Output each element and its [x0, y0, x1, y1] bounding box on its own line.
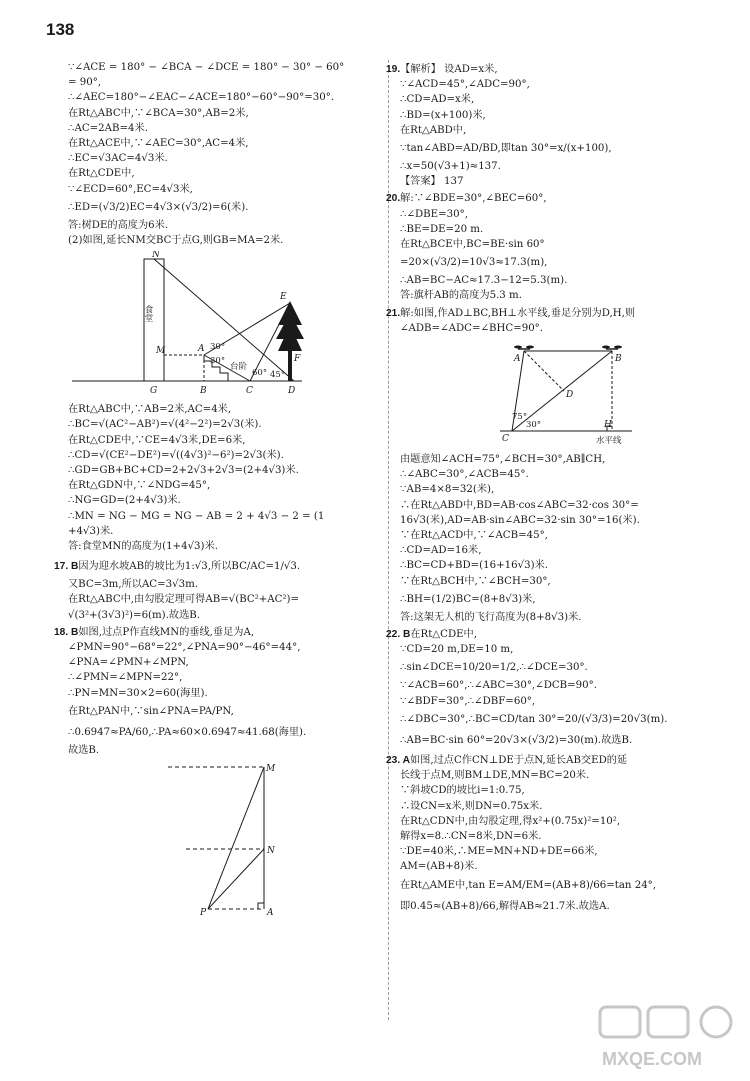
- question-number: 22. B: [386, 629, 411, 641]
- text-line: [400, 528, 722, 543]
- label-b3: B: [615, 354, 622, 365]
- text-content: ∵∠ACD=45°,∠ADC=90°,: [400, 79, 530, 91]
- text-content: 在Rt△CDE中,∵CE=4√3米,DE=6米,: [68, 434, 246, 446]
- text-line: [68, 417, 378, 432]
- text-line: [400, 273, 722, 288]
- text-content: 因为迎水坡AB的坡比为1:√3,所以BC/AC=1/√3.: [78, 561, 301, 573]
- text-content: ∴GD=GB+BC+CD=2+2√3+2√3=(2+4√3)米.: [68, 465, 299, 477]
- figure-building-tree: [68, 251, 308, 399]
- text-content: 在Rt△CDE中,: [410, 629, 477, 641]
- text-content: 在Rt△ABC中,∵∠BCA=30°,AB=2米,: [68, 107, 249, 119]
- text-line: [400, 642, 722, 657]
- text-line: [68, 166, 378, 181]
- text-content: ∵∠ECD=60°,EC=4√3米,: [68, 183, 193, 195]
- text-line: [68, 524, 378, 539]
- text-content: ∠PNA=∠PMN+∠MPN,: [68, 657, 189, 669]
- text-content: 在Rt△PAN中,∵sin∠PNA=PA/PN,: [68, 705, 234, 717]
- watermark-logo: [594, 1003, 744, 1073]
- text-line: [68, 640, 378, 655]
- text-line: [68, 509, 378, 524]
- steps-label: 台阶: [230, 362, 248, 373]
- text-content: 在Rt△CDN中,由勾股定理,得x²+(0.75x)²=10²,: [400, 815, 621, 827]
- text-content: ∴在Rt△ABD中,BD=AB·cos∠ABC=32·cos 30°=: [400, 499, 639, 511]
- text-line: [400, 768, 722, 783]
- text-line: [400, 92, 722, 107]
- text-line: [400, 498, 722, 513]
- text-content: ∴EC=√3AC=4√3米.: [68, 153, 168, 165]
- text-line: [400, 138, 722, 159]
- text-line: [54, 556, 378, 577]
- text-content: AM=(AB+8)米.: [400, 861, 478, 873]
- text-line: [400, 589, 722, 610]
- text-content: ∴∠DBE=30°,: [400, 208, 468, 220]
- text-line: [68, 701, 378, 722]
- drone-icon: [514, 346, 534, 350]
- text-content: ∴∠PMN=∠MPN=22°,: [68, 672, 183, 684]
- figure-ship-bearing: [68, 761, 308, 921]
- text-line: [68, 121, 378, 136]
- angle-4: 45°: [270, 370, 286, 381]
- text-content: 如图,过点P作直线MN的垂线,垂足为A,: [78, 626, 255, 638]
- text-content: ∴∠ABC=30°,∠ACB=45°.: [400, 469, 529, 481]
- text-line: [68, 743, 378, 758]
- left-column: [54, 60, 378, 924]
- text-content: ∵∠ACB=60°,∴∠ABC=30°,∠DCB=90°.: [400, 680, 597, 692]
- text-content: ∴0.6947≈PA/60,∴PA≈60×0.6947≈41.68(海里).: [68, 726, 307, 738]
- angle-75: 75°: [512, 412, 528, 423]
- text-line: [400, 482, 722, 497]
- text-line: [386, 627, 722, 642]
- text-content: 即0.45≈(AB+8)/66,解得AB≈21.7米.故选A.: [400, 900, 610, 912]
- text-content: ∴ED=(√3/2)EC=4√3×(√3/2)=6(米).: [68, 201, 249, 213]
- text-content: ∵在Rt△ACD中,∵∠ACB=45°,: [400, 530, 548, 542]
- text-line: [400, 678, 722, 693]
- text-content: ∵斜坡CD的坡比i=1:0.75,: [400, 785, 525, 797]
- text-line: [68, 655, 378, 670]
- label-p2: P: [200, 908, 207, 919]
- text-line: [400, 799, 722, 814]
- text-line: [400, 513, 722, 528]
- text-line: [68, 90, 378, 105]
- drone-icon: [602, 346, 622, 350]
- text-line: [400, 859, 722, 874]
- label-n2: N: [267, 846, 275, 857]
- text-content: 如图,过点C作CN⊥DE于点N,延长AB交ED的延: [409, 754, 628, 766]
- question-number: 19.: [386, 64, 401, 75]
- text-line: [400, 237, 722, 252]
- figure-drone: [400, 339, 640, 449]
- text-line: [386, 753, 722, 768]
- text-line: [400, 829, 722, 844]
- text-content: = 90°,: [68, 77, 102, 89]
- text-line: [68, 106, 378, 121]
- text-content: 答:食堂MN的高度为(1+4√3)米.: [68, 541, 218, 553]
- text-content: +4√3)米.: [68, 525, 114, 537]
- text-line: [400, 222, 722, 237]
- text-content: ∴AC=2AB=4米.: [68, 122, 148, 134]
- text-line: [400, 123, 722, 138]
- text-line: [68, 722, 378, 743]
- text-content: 【答案】 137: [400, 176, 464, 188]
- question-number: 20.: [386, 193, 401, 205]
- text-line: [400, 814, 722, 829]
- text-line: [400, 543, 722, 558]
- text-content: ∵DE=40米,∴ME=MN+ND+DE=66米,: [400, 846, 598, 858]
- text-line: [400, 875, 722, 896]
- text-content: ∵tan∠ABD=AD/BD,即tan 30°=x/(x+100),: [400, 143, 612, 155]
- text-content: 长线于点M,则BM⊥DE,MN=BC=20米.: [400, 770, 590, 782]
- text-content: 在Rt△GDN中,∵∠NDG=45°,: [68, 480, 211, 492]
- text-content: 在Rt△CDE中,: [68, 168, 135, 180]
- text-line: [400, 452, 722, 467]
- text-content: 在Rt△ABD中,: [400, 124, 467, 136]
- angle-2: 30°: [210, 356, 226, 367]
- text-content: ∴BC=CD+BD=(16+16√3)米.: [400, 560, 548, 572]
- text-line: [68, 60, 378, 75]
- text-line: [400, 108, 722, 123]
- text-content: ∴BH=(1/2)BC=(8+8√3)米,: [400, 593, 536, 605]
- text-content: ∴BE=DE=20 m.: [400, 223, 484, 235]
- text-content: 解得x=8.∴CN=8米,DN=6米.: [400, 830, 542, 842]
- text-line: [68, 182, 378, 197]
- text-line: [400, 558, 722, 573]
- text-content: 又BC=3m,所以AC=3√3m.: [68, 579, 198, 591]
- question-number: 18. B: [54, 626, 79, 638]
- text-line: [68, 577, 378, 592]
- angle-1: 30°: [210, 342, 226, 353]
- text-content: 在Rt△BCE中,BC=BE·sin 60°: [400, 239, 545, 251]
- label-g: G: [150, 386, 158, 397]
- text-content: ∴x=50(√3+1)≈137.: [400, 161, 501, 173]
- label-e: E: [280, 292, 287, 303]
- text-line: [68, 151, 378, 166]
- text-content: ∴BD=(x+100)米,: [400, 109, 486, 121]
- text-content: ∴NG=GD=(2+4√3)米.: [68, 495, 181, 507]
- text-content: 在Rt△ABC中,由勾股定理可得AB=√(BC²+AC²)=: [68, 594, 300, 606]
- text-content: ∴AB=BC·sin 60°=20√3×(√3/2)=30(m).故选B.: [400, 734, 633, 746]
- text-line: [386, 306, 722, 321]
- text-content: ∴PN=MN=30×2=60(海里).: [68, 687, 208, 699]
- text-content: 故选B.: [68, 744, 100, 756]
- watermark-text: MXQE.COM: [602, 1049, 703, 1069]
- text-line: [68, 686, 378, 701]
- text-content: 答:旗杆AB的高度为5.3 m.: [400, 290, 522, 302]
- text-line: [68, 75, 378, 90]
- text-content: 解:∵∠BDE=30°,∠BEC=60°,: [400, 193, 547, 205]
- text-line: [68, 218, 378, 233]
- text-line: [400, 288, 722, 303]
- text-line: [68, 493, 378, 508]
- text-content: ∵AB=4×8=32(米),: [400, 484, 495, 496]
- text-line: [400, 896, 722, 917]
- text-line: [386, 191, 722, 206]
- label-n: N: [152, 251, 160, 261]
- building-label: 食堂: [143, 305, 153, 323]
- label-a2: A: [267, 908, 274, 919]
- question-number: 21.: [386, 307, 401, 319]
- text-line: [68, 463, 378, 478]
- text-line: [68, 233, 378, 248]
- text-line: [386, 62, 722, 77]
- text-content: ∴CD=√(CE²−DE²)=√((4√3)²−6²)=2√3(米).: [68, 449, 284, 461]
- text-content: 答:树DE的高度为6米.: [68, 219, 169, 231]
- text-line: [400, 844, 722, 859]
- text-line: [400, 657, 722, 678]
- label-d: D: [288, 386, 296, 397]
- text-content: ∠PMN=90°−68°=22°,∠PNA=90°−46°=44°,: [68, 642, 301, 654]
- text-line: [400, 207, 722, 222]
- horizon-label: 水平线: [596, 436, 622, 447]
- text-line: [68, 608, 378, 623]
- text-content: ∵在Rt△BCH中,∵∠BCH=30°,: [400, 575, 551, 587]
- text-line: [68, 670, 378, 685]
- label-d3: D: [566, 390, 574, 401]
- label-c: C: [246, 386, 253, 397]
- text-line: [68, 197, 378, 218]
- text-content: (2)如图,延长NM交BC于点G,则GB=MA=2米.: [68, 235, 284, 247]
- text-line: [68, 592, 378, 607]
- label-c3: C: [502, 434, 509, 445]
- text-content: ∴sin∠DCE=10/20=1/2,∴∠DCE=30°.: [400, 662, 588, 674]
- label-m: M: [156, 346, 166, 357]
- text-line: [68, 478, 378, 493]
- text-content: 【解析】 设AD=x米,: [400, 64, 498, 75]
- text-line: [54, 625, 378, 640]
- text-line: [400, 467, 722, 482]
- text-content: ∵∠BDF=30°,∴∠DBF=60°,: [400, 695, 536, 707]
- text-line: [400, 77, 722, 92]
- label-h3: H: [604, 420, 612, 431]
- label-f: F: [294, 354, 301, 365]
- text-content: ∵∠ACE = 180° − ∠BCA − ∠DCE = 180° − 30° − 60°: [68, 62, 345, 73]
- text-line: [400, 730, 722, 751]
- question-number: 17. B: [54, 561, 79, 573]
- text-content: ∴CD=AD=16米,: [400, 545, 482, 557]
- label-a3: A: [514, 354, 521, 365]
- text-line: [400, 574, 722, 589]
- text-line: [400, 610, 722, 625]
- text-line: [400, 321, 722, 336]
- text-line: [68, 433, 378, 448]
- text-content: 由题意知∠ACH=75°,∠BCH=30°,AB∥CH,: [400, 454, 606, 466]
- text-content: ∴设CN=x米,则DN=0.75x米.: [400, 800, 543, 812]
- text-content: ∴∠DBC=30°,∴BC=CD/tan 30°=20/(√3/3)=20√3(m).: [400, 713, 668, 725]
- text-content: 解:如图,作AD⊥BC,BH⊥水平线,垂足分别为D,H,则: [400, 307, 636, 319]
- text-content: ∴BC=√(AC²−AB²)=√(4²−2²)=2√3(米).: [68, 419, 262, 431]
- text-content: 在Rt△ABC中,∵AB=2米,AC=4米,: [68, 404, 232, 416]
- label-b: B: [200, 386, 207, 397]
- text-line: [400, 783, 722, 798]
- question-number: 23. A: [386, 754, 410, 766]
- angle-30: 30°: [526, 420, 542, 431]
- label-m2: M: [266, 764, 276, 775]
- text-line: [400, 252, 722, 273]
- text-content: ∵CD=20 m,DE=10 m,: [400, 644, 514, 656]
- text-content: ∴∠AEC=180°−∠EAC−∠ACE=180°−60°−90°=30°.: [68, 92, 335, 104]
- text-line: [400, 709, 722, 730]
- text-line: [400, 174, 722, 189]
- text-content: 在Rt△ACE中,∵∠AEC=30°,AC=4米,: [68, 138, 249, 150]
- text-line: [68, 539, 378, 554]
- text-line: [68, 402, 378, 417]
- text-content: =20×(√3/2)=10√3≈17.3(m),: [400, 257, 548, 269]
- text-line: [400, 694, 722, 709]
- text-content: 16√3(米),AD=AB·sin∠ABC=32·sin 30°=16(米).: [400, 514, 640, 526]
- label-a: A: [198, 344, 205, 355]
- text-content: 在Rt△AME中,tan E=AM/EM=(AB+8)/66=tan 24°,: [400, 879, 657, 891]
- text-content: ∴AB=BC−AC≈17.3−12=5.3(m).: [400, 275, 568, 287]
- text-content: 答:这架无人机的飞行高度为(8+8√3)米.: [400, 611, 582, 623]
- text-line: [68, 136, 378, 151]
- text-content: √(3²+(3√3)²)=6(m).故选B.: [68, 609, 200, 621]
- angle-3: 60°: [252, 368, 268, 379]
- text-content: ∠ADB=∠ADC=∠BHC=90°.: [400, 322, 544, 334]
- right-column: [386, 60, 722, 917]
- page-number: 138: [46, 20, 75, 39]
- text-content: ∴CD=AD=x米,: [400, 94, 475, 106]
- text-content: ∴MN = NG − MG = NG − AB = 2 + 4√3 − 2 = (1: [68, 510, 325, 522]
- text-line: [400, 159, 722, 174]
- text-line: [68, 448, 378, 463]
